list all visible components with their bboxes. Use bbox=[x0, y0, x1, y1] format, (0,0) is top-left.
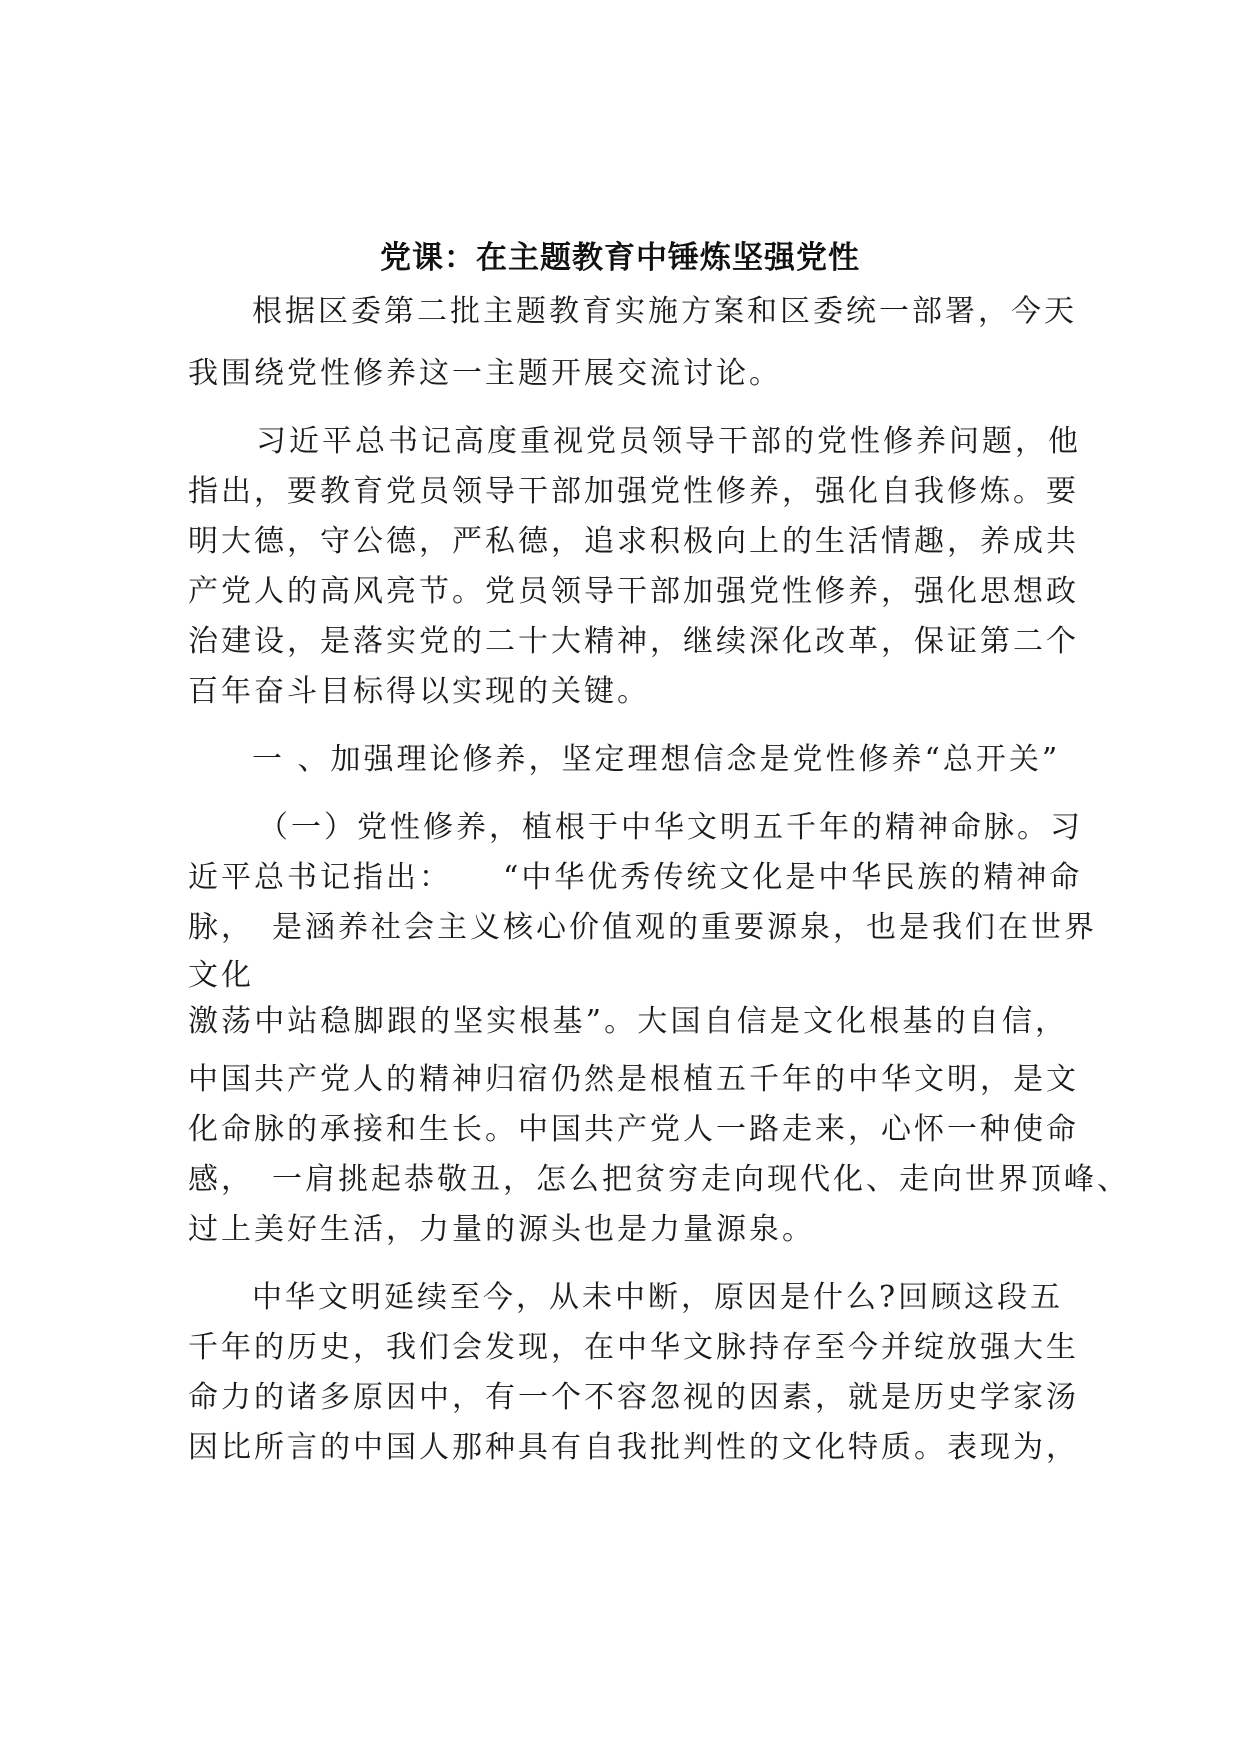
paragraph-line: 我围绕党性修养这一主题开展交流讨论。 bbox=[188, 356, 782, 391]
section-heading: 一 、加强理论修养，坚定理想信念是党性修养“总开关” bbox=[252, 742, 1061, 777]
paragraph-line: 因比所言的中国人那种具有自我批判性的文化特质。表现为， bbox=[188, 1430, 1079, 1465]
paragraph-line: 中国共产党人的精神归宿仍然是根植五千年的中华文明，是文 bbox=[188, 1062, 1079, 1097]
paragraph-line: 感， 一肩挑起恭敬丑，怎么把贫穷走向现代化、走向世界顶峰、 bbox=[188, 1162, 1130, 1197]
paragraph-line: 脉， 是涵养社会主义核心价值观的重要源泉，也是我们在世界 bbox=[188, 910, 1097, 945]
paragraph-line: （一）党性修养，植根于中华文明五千年的精神命脉。习 bbox=[258, 810, 1083, 845]
paragraph-line: 指出，要教育党员领导干部加强党性修养，强化自我修炼。要 bbox=[188, 474, 1079, 509]
paragraph-line: 激荡中站稳脚跟的坚实根基”。大国自信是文化根基的自信， bbox=[188, 1004, 1068, 1039]
paragraph-line: 文化 bbox=[188, 958, 254, 993]
paragraph-line: 产党人的高风亮节。党员领导干部加强党性修养，强化思想政 bbox=[188, 574, 1079, 609]
page-title: 党课：在主题教育中锤炼坚强党性 bbox=[380, 240, 860, 276]
paragraph-line: 明大德，守公德，严私德，追求积极向上的生活情趣，养成共 bbox=[188, 524, 1079, 559]
paragraph-line: 百年奋斗目标得以实现的关键。 bbox=[188, 674, 650, 709]
paragraph-line: 命力的诸多原因中，有一个不容忽视的因素，就是历史学家汤 bbox=[188, 1380, 1079, 1415]
paragraph-line: 根据区委第二批主题教育实施方案和区委统一部署，今天 bbox=[252, 294, 1077, 329]
paragraph-line: 习近平总书记高度重视党员领导干部的党性修养问题，他 bbox=[256, 424, 1081, 459]
paragraph-line: 千年的历史，我们会发现，在中华文脉持存至今并绽放强大生 bbox=[188, 1330, 1079, 1365]
paragraph-line: 治建设，是落实党的二十大精神，继续深化改革，保证第二个 bbox=[188, 624, 1079, 659]
paragraph-line: 化命脉的承接和生长。中国共产党人一路走来，心怀一种使命 bbox=[188, 1112, 1079, 1147]
paragraph-line: 近平总书记指出： “中华优秀传统文化是中华民族的精神命 bbox=[188, 860, 1083, 895]
paragraph-line: 中华文明延续至今，从未中断，原因是什么?回顾这段五 bbox=[252, 1280, 1064, 1315]
paragraph-line: 过上美好生活，力量的源头也是力量源泉。 bbox=[188, 1212, 815, 1247]
